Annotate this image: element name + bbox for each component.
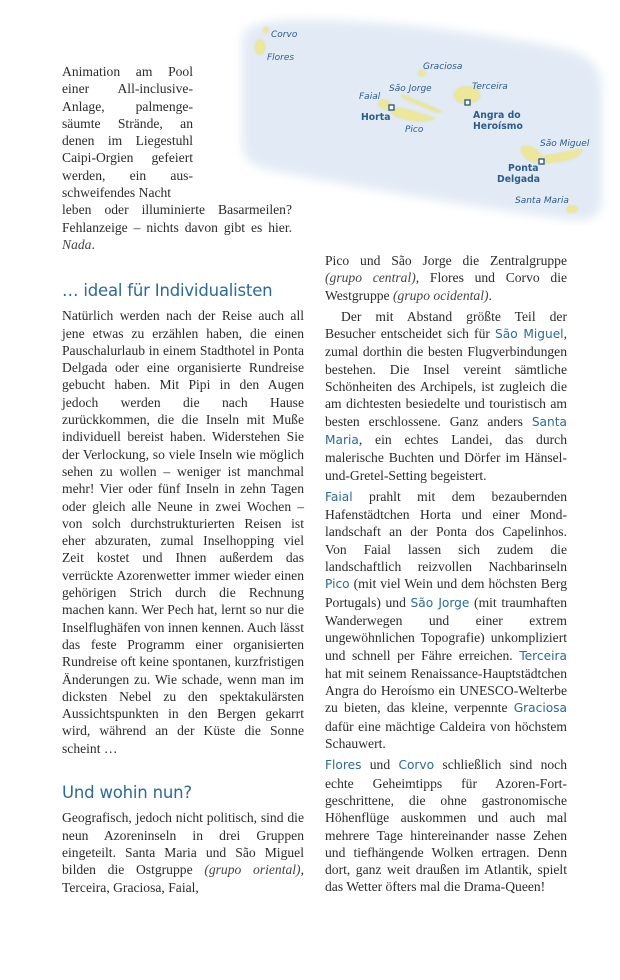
label-sao-miguel: São Miguel xyxy=(540,139,590,149)
highlight-sao-jorge: São Jorge xyxy=(410,595,470,610)
text: , ein echtes Landei, das durch malerische Buchten und Dörfer im Hänsel-und-Gretel-Setting begeistert. xyxy=(325,431,567,483)
intro-wide-span: leben oder illuminierte Basarmeilen? Fehlanzeige – nichts davon gibt es hier. xyxy=(62,202,292,235)
town-ponta-line2: Delgada xyxy=(497,174,541,185)
text: (mit traumhaften Wanderwegen und einer extrem ungewöhnlichen Topografie) unkompliziert und schnell per Fähre erreichen. xyxy=(325,594,567,663)
label-faial: Faial xyxy=(359,92,381,102)
highlight-terceira: Terceira xyxy=(519,648,567,663)
individualists-paragraph: Natürlich werden nach der Reise auch all jene etwas zu erzählen haben, die einen Pauschalurlaub in einem Stadthotel in Ponta Delgada oder eine organisierte Rundreise gebucht haben. Mit Pipi in den Augen jedoch werden die nach Hause zurückkommen, die die Inseln mit Muße individuell bereist haben. Widerstehen Sie der Verlockung, so viele Inseln wie möglich sehen zu wollen – weniger ist manchmal mehr! Vier oder fünf Inseln in zehn Tagen oder gleich alle Neune in zwei Wochen – von solch durchstrukturierten Reisen ist eher abzuraten, zumal Inselhopping viel Zeit kostet und Ihnen außerdem das verrückte Azorenwetter immer wieder einen gehörigen Strich durch die Rechnung machen kann. Wer Pech hat, lernt so nur die Inselflughäfen von innen kennen. Auch lässt das feste Programm einer organisierten Rundreise oft keine spontanen, kurzfristigen Änderungen zu. Wie schade, wenn man im dicksten Nebel zu den spektakulärsten Aussichtspunkten in den Bergen gekarrt wird, während an der Küste die Sonne scheint … xyxy=(62,308,304,756)
label-corvo: Corvo xyxy=(271,30,298,40)
island-santa-maria xyxy=(567,206,578,213)
term-grupo-ocidental: (grupo ocidental) xyxy=(393,287,489,303)
text: Pico und São Jorge die Zentralgruppe xyxy=(325,253,567,268)
town-marker-angra xyxy=(465,100,470,105)
heading-individualists: … ideal für Individualisten xyxy=(62,281,273,300)
highlight-santa-maria: Santa Maria xyxy=(325,414,567,447)
term-grupo-oriental: (grupo oriental) xyxy=(204,862,301,878)
text: und xyxy=(361,757,399,773)
intro-wide-text xyxy=(62,201,292,253)
text: dafür eine mächtige Caldeira von höchstem Schauwert. xyxy=(325,718,567,752)
intro-end: . xyxy=(91,236,95,252)
text: , Terceira, Graciosa, Faial, xyxy=(62,862,304,895)
text: (mit viel Wein und dem höchsten Berg Portugals) und xyxy=(325,576,567,610)
island-flores xyxy=(255,40,265,55)
town-ponta-line1: Ponta xyxy=(508,163,539,174)
text: hat mit seinem Renaissance-Hauptstädtchen Angra do Heroísmo ein UNESCO-Welterbe zu bieten, das kleine, verpennte xyxy=(325,665,567,716)
term-grupo-central: (grupo central) xyxy=(325,270,416,286)
island-corvo xyxy=(264,27,269,33)
town-horta: Horta xyxy=(361,112,391,123)
highlight-corvo: Corvo xyxy=(398,758,435,773)
text: . xyxy=(488,287,492,303)
wohin-paragraph-2 xyxy=(325,308,567,484)
intro-paragraph xyxy=(62,63,292,253)
label-flores: Flores xyxy=(267,53,295,63)
highlight-faial: Faial xyxy=(325,489,353,504)
text: schließlich sind noch echte Geheimtipps für Azoren-Fortgeschrittene, die ohne gastronomische Höhenflüge auskommen und auch mal mehrere Tage hintereinander nasse Zehen und tiefhängende Wolken ertragen. Denn dort, ganz weit draußen im Atlantik, spielt das Wetter öfters mal die Drama-Queen! xyxy=(325,757,567,895)
text: Der mit Abstand größte Teil der Besucher entscheidet sich für xyxy=(325,308,567,342)
label-sao-jorge: São Jorge xyxy=(389,84,432,94)
label-graciosa: Graciosa xyxy=(423,62,463,72)
text: prahlt mit dem bezaubernden Hafenstädtchen Horta und einer Mondlandschaft an der Ponta dos Capelinhos. Von Faial lassen sich zudem die landschaftlich reizvollen Nachbarinseln xyxy=(325,488,567,575)
highlight-flores: Flores xyxy=(325,758,362,773)
wohin-paragraph-1-start xyxy=(62,809,304,895)
label-terceira: Terceira xyxy=(472,82,508,92)
text: , zumal dorthin die besten Flugverbindungen bestehen. Die Insel vereint sämtliche Schönheiten des Archipels, ist zugleich die am dichtesten besiedelte und touristisch am besten erschlossene. Ganz anders xyxy=(325,326,567,429)
highlight-graciosa: Graciosa xyxy=(513,701,567,716)
intro-nada: Nada xyxy=(62,236,92,252)
intro-narrow-text: Animation am Pool einer All-inclusive-Anlage, palmengesäumte Strände, an denen im Liegestuhl Caipi-Orgien gefeiert werden, ein ausschweifendes Nacht xyxy=(62,64,193,201)
heading-wohin: Und wohin nun? xyxy=(62,783,192,803)
wohin-paragraph-1-cont xyxy=(325,252,567,304)
right-column xyxy=(325,252,567,896)
town-marker-horta xyxy=(389,105,394,110)
wohin-paragraph-4 xyxy=(325,756,567,895)
left-column xyxy=(62,282,304,896)
town-marker-ponta-delgada xyxy=(539,159,544,164)
text: Geografisch, jedoch nicht politisch, sind die neun Azoreninseln in drei Gruppen eingeteilt. Santa Maria und São Miguel bilden die Ostgruppe xyxy=(62,810,304,878)
label-pico: Pico xyxy=(405,125,424,135)
label-santa-maria: Santa Maria xyxy=(515,196,569,206)
wohin-paragraph-3 xyxy=(325,488,567,752)
highlight-pico: Pico xyxy=(325,577,350,592)
town-angra-line2: Heroísmo xyxy=(473,121,523,132)
highlight-sao-miguel: São Miguel xyxy=(495,327,564,342)
text: , Flores und Corvo die Westgruppe xyxy=(325,270,567,303)
town-angra-line1: Angra do xyxy=(473,110,521,121)
